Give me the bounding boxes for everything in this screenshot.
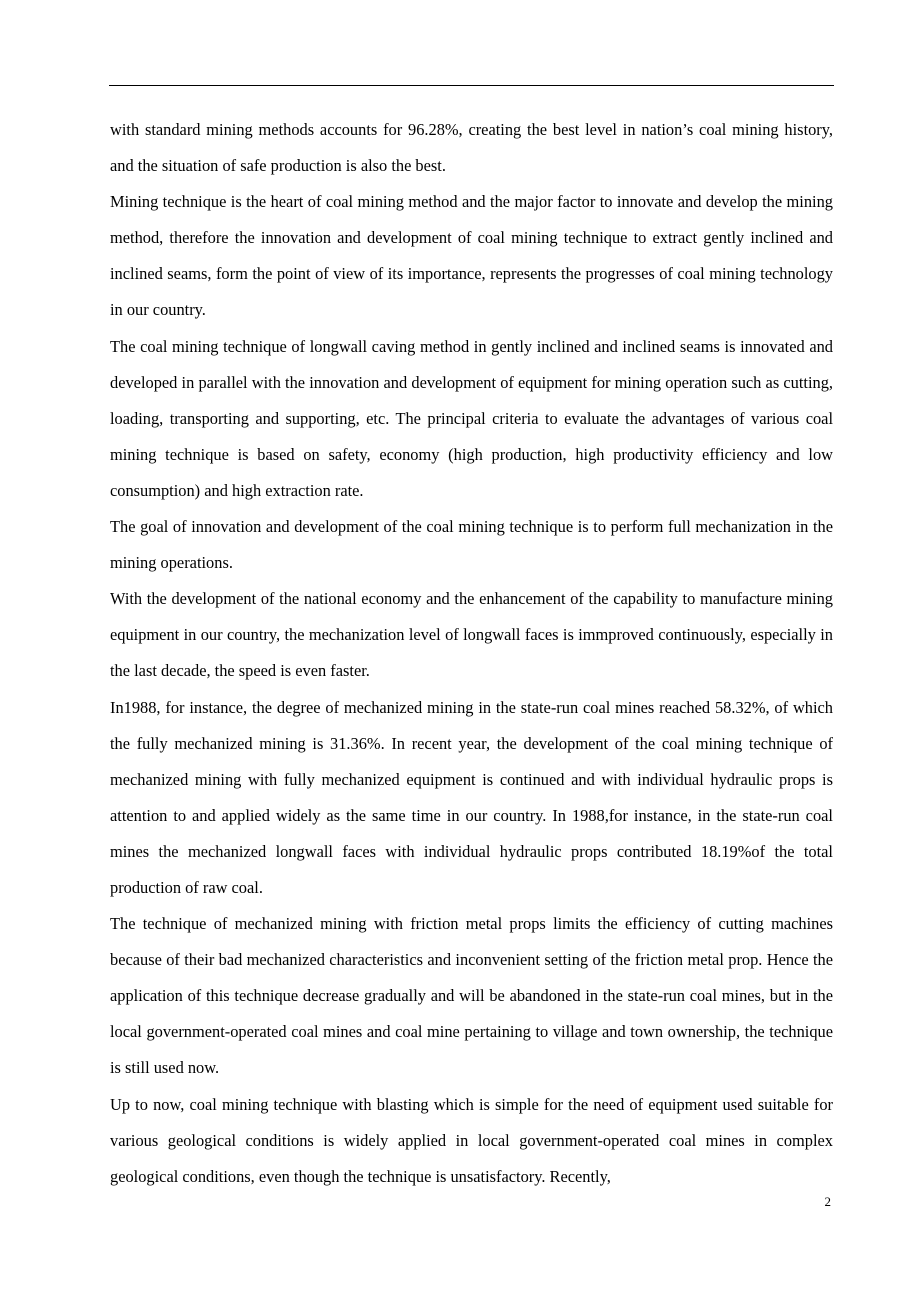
paragraph: with standard mining methods accounts for 96.28%, creating the best level in nation’s coal mining history, and the situation of safe production is also the best. — [110, 120, 833, 176]
paragraph: Mining technique is the heart of coal mining method and the major factor to innovate and develop the mining method, therefore the innovation and development of coal mining technique to extract gently inclined and inclined seams, form the point of view of its importance, represents the progresses of coal mining technology in our country. — [110, 192, 833, 320]
paragraph: Up to now, coal mining technique with blasting which is simple for the need of equipment used suitable for various geological conditions is widely applied in local government-operated coal mines in complex geological conditions, even though the technique is unsatisfactory. Recently, — [110, 1094, 833, 1186]
header-rule — [109, 85, 834, 86]
body-text — [110, 112, 833, 1195]
paragraph: In1988, for instance, the degree of mechanized mining in the state-run coal mines reached 58.32%, of which the fully mechanized mining is 31.36%. In recent year, the development of the coal mining technique of mechanized mining with fully mechanized equipment is continued and with individual hydraulic props is attention to and applied widely as the same time in our country. In 1988,for instance, in the state-run coal mines the mechanized longwall faces with individual hydraulic props contributed 18.19%of the total production of raw coal. — [110, 697, 833, 897]
page-number: 2 — [824, 1194, 831, 1209]
paragraph: With the development of the national economy and the enhancement of the capability to manufacture mining equipment in our country, the mechanization level of longwall faces is immproved continuously, especially in the last decade, the speed is even faster. — [110, 589, 833, 681]
paragraph: The technique of mechanized mining with friction metal props limits the efficiency of cutting machines because of their bad mechanized characteristics and inconvenient setting of the friction metal prop. Hence the application of this technique decrease gradually and will be abandoned in the state-run coal mines, but in the local government-operated coal mines and coal mine pertaining to village and town ownership, the technique is still used now. — [110, 914, 833, 1078]
paragraph: The coal mining technique of longwall caving method in gently inclined and inclined seams is innovated and developed in parallel with the innovation and development of equipment for mining operation such as cutting, loading, transporting and supporting, etc. The principal criteria to evaluate the advantages of various coal mining technique is based on safety, economy (high production, high productivity efficiency and low consumption) and high extraction rate. — [110, 336, 833, 500]
paragraph: The goal of innovation and development of the coal mining technique is to perform full mechanization in the mining operations. — [110, 517, 833, 573]
